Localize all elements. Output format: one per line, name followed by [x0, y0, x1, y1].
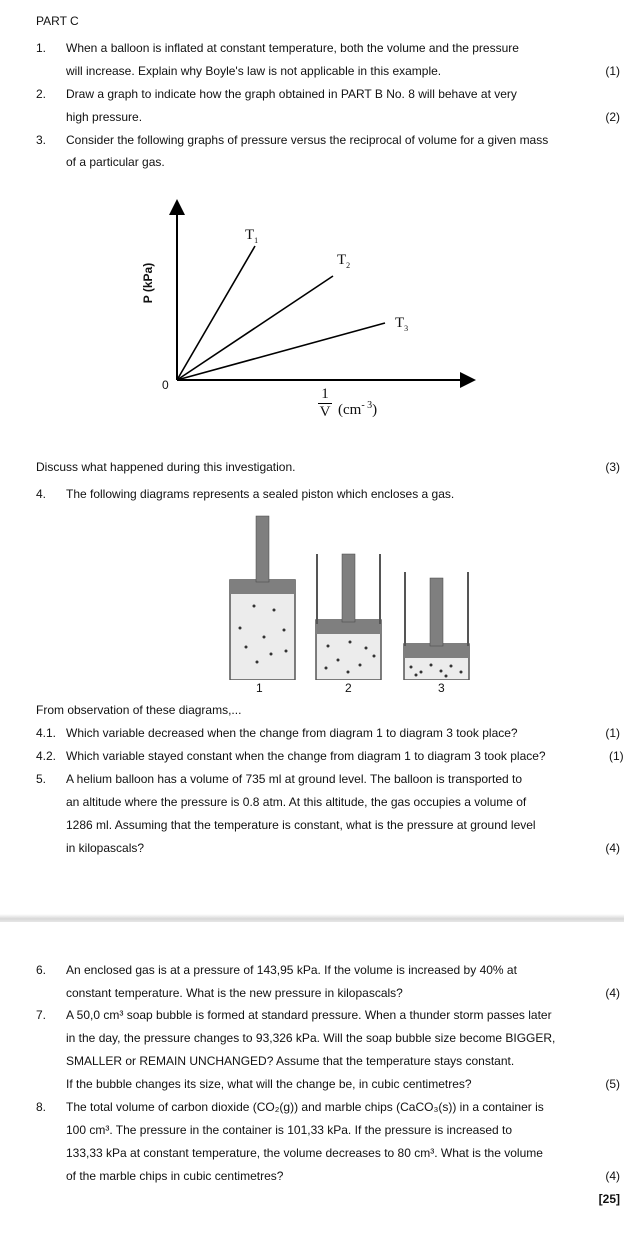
marks: (1): [609, 749, 624, 763]
t-subscript: 3: [404, 324, 409, 333]
marks: (1): [605, 726, 620, 740]
sub-question-text: Which variable stayed constant when the change from diagram 1 to diagram 3 took place?: [66, 749, 546, 763]
marks: (1): [605, 64, 620, 78]
t-letter: T: [395, 315, 405, 331]
part-title: PART C: [36, 14, 79, 28]
fraction: [318, 386, 332, 421]
line-t2: [177, 276, 333, 380]
sub-question-text: Which variable decreased when the change from diagram 1 to diagram 3 took place?: [66, 726, 518, 740]
line-t1: [177, 246, 255, 380]
question-number: 7.: [36, 1008, 47, 1022]
sub-question-number: 4.2.: [36, 749, 57, 763]
question-number: 5.: [36, 772, 47, 786]
question-line: The total volume of carbon dioxide (CO₂(g)) and marble chips (CaCO₃(s)) in a container is: [66, 1100, 544, 1114]
piston-label: 3: [438, 681, 445, 695]
question-number: 3.: [36, 133, 47, 147]
question-line: of the marble chips in cubic centimetres?: [66, 1169, 284, 1183]
question-line: If the bubble changes its size, what will the change be, in cubic centimetres?: [66, 1077, 472, 1091]
t-subscript: 2: [346, 261, 351, 270]
piston-label: 1: [256, 681, 263, 695]
question-line: The following diagrams represents a sealed piston which encloses a gas.: [66, 487, 455, 501]
question-line: When a balloon is inflated at constant temperature, both the volume and the pressure: [66, 41, 519, 55]
x-unit: $(cm^{- 3})$: [338, 400, 378, 418]
question-line: 100 cm³. The pressure in the container is 101,33 kPa. If the pressure is increased to: [66, 1123, 513, 1137]
marks: (2): [605, 110, 620, 124]
y-axis-label: P (kPa): [141, 262, 156, 304]
question-line: A 50,0 cm³ soap bubble is formed at standard pressure. When a thunder storm passes later: [66, 1008, 552, 1022]
question-line: an altitude where the pressure is 0.8 atm. At this altitude, the gas occupies a volume of: [66, 795, 527, 809]
marks: (5): [605, 1077, 620, 1091]
marks: (4): [605, 1169, 620, 1183]
piston-drawings: [0, 510, 624, 680]
question-line: A helium balloon has a volume of 735 ml at ground level. The balloon is transported to: [66, 772, 523, 786]
question-line: constant temperature. What is the new pressure in kilopascals?: [66, 986, 403, 1000]
question-line: SMALLER or REMAIN UNCHANGED? Assume that the temperature stays constant.: [66, 1054, 515, 1068]
denominator: V: [319, 404, 331, 420]
question-line: 1286 ml. Assuming that the temperature is constant, what is the pressure at ground level: [66, 818, 536, 832]
line-t3: [177, 323, 385, 380]
piston-2: [316, 554, 381, 680]
line-t3-label: [395, 315, 408, 333]
question-line: in kilopascals?: [66, 841, 145, 855]
piston-1: [230, 516, 295, 680]
total-marks: [25]: [598, 1192, 620, 1206]
t-letter: T: [337, 252, 347, 268]
t-subscript: 1: [254, 236, 259, 245]
question-line: of a particular gas.: [66, 155, 165, 169]
t-letter: T: [245, 227, 255, 243]
line-t1-label: [245, 227, 258, 245]
question-number: 6.: [36, 963, 47, 977]
marks: (4): [605, 841, 620, 855]
numerator: 1: [321, 386, 329, 402]
question-line: Draw a graph to indicate how the graph obtained in PART B No. 8 will behave at very: [66, 87, 517, 101]
line-t2-label: [337, 252, 350, 270]
piston-label: 2: [345, 681, 352, 695]
question-line: 133,33 kPa at constant temperature, the volume decreases to 80 cm³. What is the volume: [66, 1146, 543, 1160]
question-line: high pressure.: [66, 110, 143, 124]
marks: (3): [605, 460, 620, 474]
question-line: An enclosed gas is at a pressure of 143,95 kPa. If the volume is increased by 40% at: [66, 963, 517, 977]
observation-text: From observation of these diagrams,...: [36, 703, 242, 717]
question-line: in the day, the pressure changes to 93,326 kPa. Will the soap bubble size become BIGGER,: [66, 1031, 556, 1045]
origin-label: 0: [162, 378, 169, 392]
question-number: 2.: [36, 87, 47, 101]
question-number: 8.: [36, 1100, 47, 1114]
page-divider: [0, 914, 624, 922]
discuss-text: Discuss what happened during this investigation.: [36, 460, 296, 474]
sub-question-number: 4.1.: [36, 726, 57, 740]
marks: (4): [605, 986, 620, 1000]
graph-axes: [0, 195, 624, 455]
question-line: Consider the following graphs of pressure versus the reciprocal of volume for a given mass: [66, 133, 549, 147]
piston-3: [404, 572, 469, 680]
question-number: 4.: [36, 487, 47, 501]
question-line: will increase. Explain why Boyle's law is not applicable in this example.: [66, 64, 442, 78]
question-number: 1.: [36, 41, 47, 55]
